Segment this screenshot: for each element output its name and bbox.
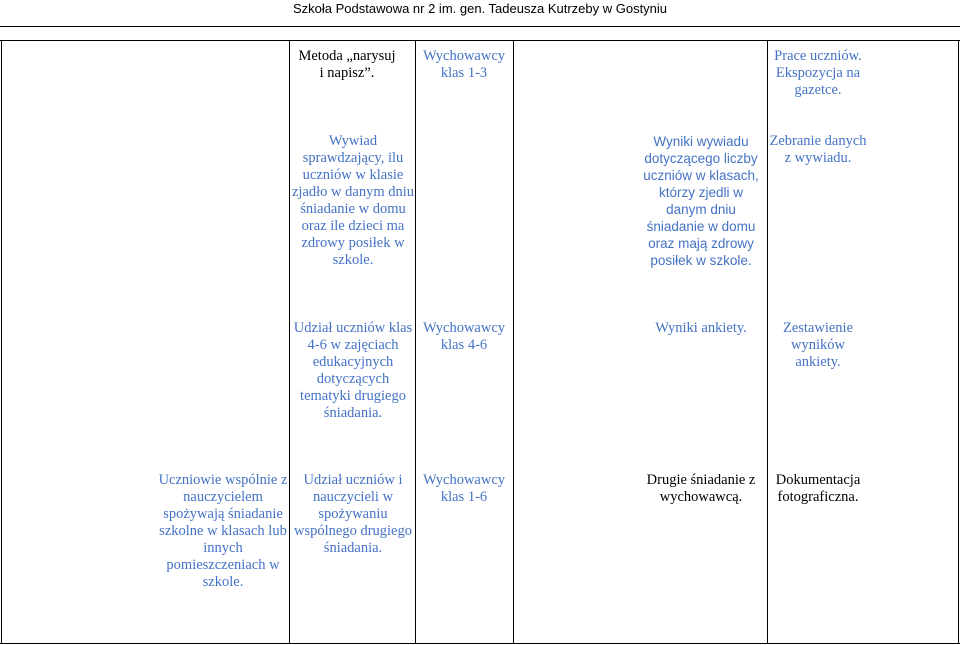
table-cell: Wyniki wywiadu dotyczącego liczby uczniów w klasach, którzy zjedli w danym dniu śniadanie w domu oraz mają zdrowy posiłek w szkole. bbox=[643, 134, 759, 268]
table-cell: Uczniowie wspólnie z nauczycielem spożywają śniadanie szkolne w klasach lub innych pomieszczeniach w szkole. bbox=[158, 472, 288, 590]
table-cell: Udział uczniów klas 4-6 w zajęciach edukacyjnych dotyczących tematyki drugiego śniadania. bbox=[293, 320, 413, 421]
table-divider bbox=[1, 40, 2, 643]
table-cell: Wyniki ankiety. bbox=[655, 320, 747, 336]
table-divider bbox=[513, 40, 514, 643]
table-cell: Udział uczniów i nauczycieli w spożywaniu wspólnego drugiego śniadania. bbox=[294, 472, 412, 556]
table-cell: Wywiad sprawdzający, ilu uczniów w klasie zjadło w danym dniu śniadanie w domu oraz ile dzieci ma zdrowy posiłek w szkole. bbox=[291, 133, 415, 268]
table-cell: Zestawienie wyników ankiety. bbox=[782, 320, 854, 370]
table-divider bbox=[0, 26, 960, 27]
table-divider bbox=[0, 40, 960, 41]
table-cell: Zebranie danych z wywiadu. bbox=[769, 133, 867, 166]
table-divider bbox=[958, 40, 959, 643]
table-cell: Drugie śniadanie z wychowawcą. bbox=[646, 472, 756, 505]
table-cell: Wychowawcy klas 1-6 bbox=[422, 472, 506, 505]
table-cell: Dokumentacja fotograficzna. bbox=[775, 472, 861, 505]
table-cell: Metoda „narysuj i napisz”. bbox=[298, 48, 396, 81]
table-divider bbox=[0, 643, 960, 644]
table-cell: Wychowawcy klas 4-6 bbox=[422, 320, 506, 353]
school-name: Szkoła Podstawowa nr 2 im. gen. Tadeusza Kutrzeby w Gostyniu bbox=[292, 1, 668, 16]
table-cell: Wychowawcy klas 1-3 bbox=[422, 48, 506, 81]
table-cell: Prace uczniów. Ekspozycja na gazetce. bbox=[774, 48, 862, 98]
